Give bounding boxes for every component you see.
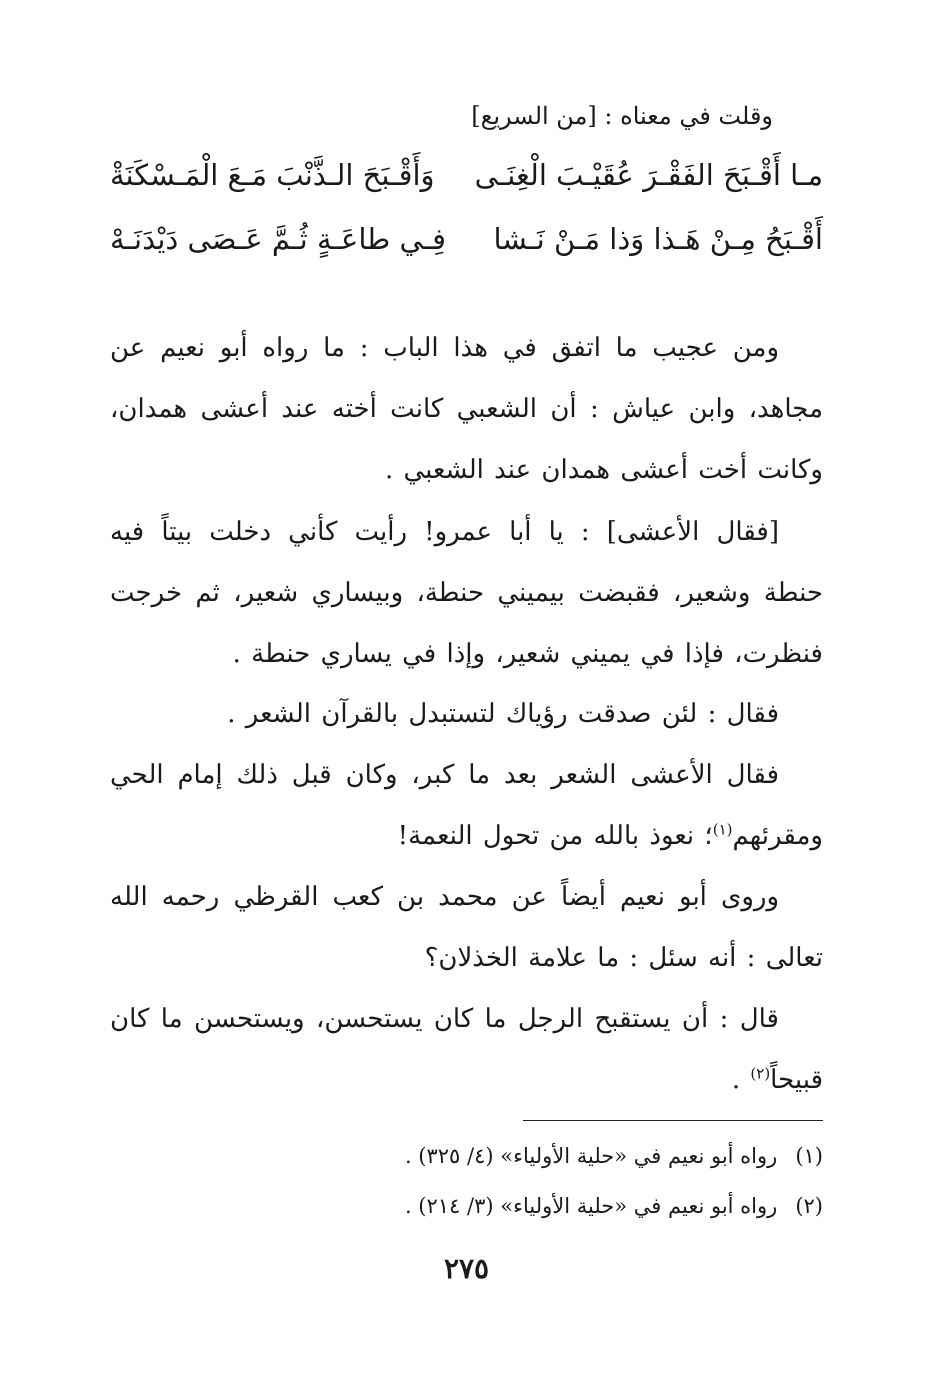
paragraph-4 bbox=[110, 745, 823, 867]
verse-line-1 bbox=[110, 150, 823, 210]
footnote-ref-2[interactable]: (٢) bbox=[750, 1064, 771, 1083]
footnote-number: (١) bbox=[795, 1144, 823, 1168]
paragraph-6 bbox=[110, 989, 823, 1111]
footnote-text: رواه أبو نعيم في «حلية الأولياء» (٣/ ٢١٤) . bbox=[404, 1194, 778, 1218]
paragraph-4-tail: ؛ نعوذ بالله من تحول النعمة! bbox=[397, 821, 713, 851]
footnote-1 bbox=[110, 1138, 823, 1174]
hemistich-second: وَأَقْـبَحَ الـذَّنْبَ مَـعَ الْمَـسْكَنَةْ bbox=[110, 158, 435, 192]
paragraph-4-text: فقال الأعشى الشعر بعد ما كبر، وكان قبل ذلك إمام الحي ومقرئهم bbox=[110, 760, 823, 851]
paragraph-1: ومن عجيب ما اتفق في هذا الباب : ما رواه أبو نعيم عن مجاهد، وابن عياش : أن الشعبي كانت أخته عند أعشى همدان، وكانت أخت أعشى همدان عند الشعبي . bbox=[110, 333, 823, 485]
paragraph-2: [فقال الأعشى] : يا أبا عمرو! رأيت كأني دخلت بيتاً فيه حنطة وشعير، فقبضت بيميني حنطة، وبيساري شعير، ثم خرجت فنظرت، فإذا في يميني شعير، وإذا في يساري حنطة . bbox=[110, 517, 823, 669]
paragraph-6-text: قال : أن يستقبح الرجل ما كان يستحسن، ويستحسن ما كان قبيحاً bbox=[110, 1004, 823, 1095]
footnote-text: رواه أبو نعيم في «حلية الأولياء» (٤/ ٣٢٥) . bbox=[404, 1144, 778, 1168]
footnote-ref-1[interactable]: (١) bbox=[712, 820, 733, 839]
verse-intro: وقلت في معناه : [من السريع] bbox=[471, 102, 773, 130]
paragraph-6-tail: . bbox=[731, 1065, 751, 1095]
page-number: ٢٧٥ bbox=[443, 1252, 490, 1285]
paragraph-3: فقال : لئن صدقت رؤياك لتستبدل بالقرآن الشعر . bbox=[227, 699, 779, 729]
hemistich-second: فِـي طاعَـةٍ ثُـمَّ عَـصَى دَيْدَنَـهْ bbox=[110, 222, 446, 256]
footnote-number: (٢) bbox=[795, 1194, 823, 1218]
verse-line-2 bbox=[110, 214, 823, 274]
footnote-2 bbox=[110, 1188, 823, 1224]
footnote-divider bbox=[523, 1120, 823, 1121]
paragraph-5: وروى أبو نعيم أيضاً عن محمد بن كعب القرظي رحمه الله تعالى : أنه سئل : ما علامة الخذلان؟ bbox=[110, 882, 823, 973]
hemistich-first: مـا أَقْـبَحَ الفَقْـرَ عُقَيْـبَ الْغِنَـى bbox=[474, 158, 823, 192]
hemistich-first: أَقْـبَحُ مِـنْ هَـذا وَذا مَـنْ نَـشا bbox=[493, 222, 823, 256]
